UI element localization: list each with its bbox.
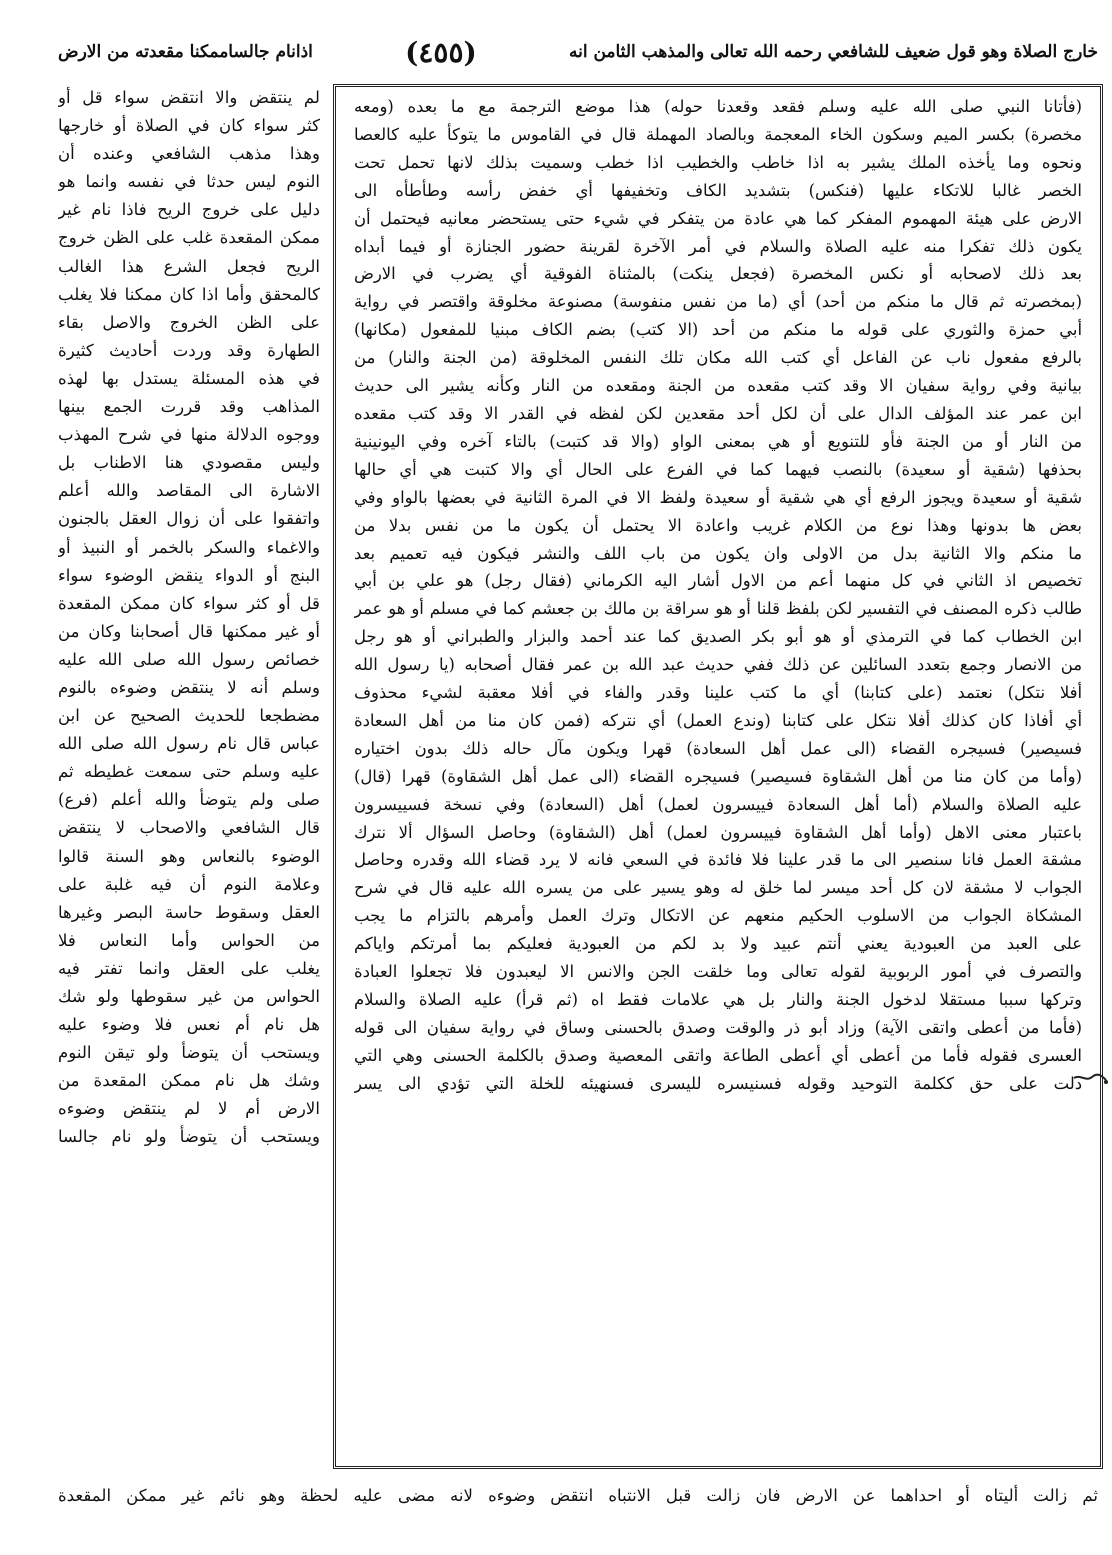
margin-text-line: مضطجعا للحديث الصحيح عن ابن [58,706,320,726]
margin-text-line: واتفقوا على أن زوال العقل بالجنون [58,509,320,529]
margin-text-line: كثر سواء كان في الصلاة أو خارجها [58,116,320,136]
main-text-line: من الانصار وجمع بتعدد السائلين عن ذلك ففي حديث عبد الله بن عمر فقال أصحابه (يا رسول الله [354,655,1082,675]
page-header [58,32,1098,72]
margin-text-line: الريح فجعل الشرع هذا الغالب [58,256,320,276]
main-text-line: ونحوه وما يأخذه الملك يشير به اذا خاطب والخطيب اذا خطب وسميت بذلك لانها تحمل تحت [354,152,1082,172]
margin-text-line: ويستحب أن يتوضأ ولو تيقن النوم [58,1043,320,1063]
main-text-line: طالب ذكره المصنف في التفسير لكن بلفظ قلنا أو هو سراقة بن مالك بن جعشم كما في مسلم أو هو عمر [354,599,1082,619]
main-text-line: بيانية وفي رواية سفيان الا وقد كتب مقعده من الجنة ومقعده من النار وكأنه يشير الى حديث [354,376,1082,396]
main-text-line: بعد ذلك لاصحابه أو نكس المخصرة (فجعل ينكت) بالمثناة الفوقية أي يضرب في الارض [354,264,1082,284]
main-text-line: عليه الصلاة والسلام (أما أهل السعادة فييسرون لعمل) أهل (السعادة) وفي نسخة فسييسرون [354,794,1082,814]
main-text-line: من النار أو من الجنة فأو للتنويع أو هي بمعنى الواو (والا قد كتبت) بالتاء آخره وفي اليونينية [354,431,1082,451]
bottom-continuation-line: ثم زالت أليتاه أو احداهما عن الارض فان زالت قبل الانتباه انتقض وضوءه لانه مضى عليه لحظة وهو نائم غير ممكن المقعدة [58,1486,1098,1505]
margin-text-line: والاغماء والسكر بالخمر أو النبيذ أو [58,537,320,557]
margin-text-line: الوضوء بالنعاس وهو السنة قالوا [58,846,320,866]
main-text-line: بعض ها بدونها وهذا نوع من الكلام غريب واعادة الا يحتمل أن يكون ما من نفس بدلا من [354,515,1082,535]
margin-text-line: قل أو كثر سواء كان ممكن المقعدة [58,593,320,613]
margin-text-line: دليل على خروج الريح فاذا نام غير [58,200,320,220]
main-text-line: الخصر غالبا للاتكاء عليها (فنكس) بتشديد الكاف وتخفيفها أي خفض رأسه وطأطأه الى [354,180,1082,200]
margin-text-line: الحواس من غير سقوطها ولو شك [58,987,320,1006]
main-text-line: على العبد من العبودية يعني أنتم عبيد ولا بد لكم من العبودية فعليكم بما أمرتكم واياكم [354,934,1082,954]
margin-text-line: الطهارة وقد وردت أحاديث كثيرة [58,340,320,360]
main-text-line: ما منكم والا الثانية بدل من الاولى وان يكون من باب اللف والنشر فيكون فيه تعميم بعد [354,543,1082,563]
margin-commentary-column [58,84,320,1484]
main-text-line: (فأتانا النبي صلى الله عليه وسلم فقعد وقعدنا حوله) هذا موضع الترجمة مع ما بعده (ومعه [354,97,1082,116]
header-margin-title: اذانام جالساممكنا مقعدته من الارض [58,42,313,62]
main-text-line: (بمخصرته ثم قال ما منكم من أحد) أي (ما من نفس منفوسة) مصنوعة مخلوقة واقتصر في رواية [354,292,1082,312]
main-text-line: أي أفاذا كان كذلك أفلا نتكل على كتابنا (وندع العمل) أي نتركه (فمن كان منا من أهل السعادة [354,710,1082,730]
margin-text-line: عليه وسلم حتى سمعت غطيطه ثم [58,762,320,782]
margin-text-line: عباس قال نام رسول الله صلى الله [58,734,320,754]
main-text-line: مخصرة) بكسر الميم وسكون الخاء المعجمة وبالصاد المهملة قال في القاموس ما يتوكأ عليه كالعصا [354,124,1082,144]
main-text-line: شقية أو سعيدة ويجوز الرفع أي هي شقية أو سعيدة ولفظ الا في المرة الثانية في بعضها بالواو وفي [354,487,1082,507]
margin-text-line: في هذه المسئلة يستدل بها لهذه [58,368,320,388]
margin-ink-mark [1072,1068,1110,1088]
margin-text-line: ممكن المقعدة غلب على الظن خروج [58,228,320,248]
margin-text-line: قال الشافعي والاصحاب لا ينتقض [58,818,320,838]
main-text-line: أفلا نتكل) نعتمد (على كتابنا) أي ما كتب علينا وقدر والفاء في أفلا معقبة لشيء محذوف [354,683,1082,703]
margin-text-line: ووجوه الدلالة منها في شرح المهذب [58,425,320,445]
margin-text-line: هل نام أم نعس فلا وضوء عليه [58,1015,320,1035]
margin-text-line: وشك هل نام ممكن المقعدة من [58,1071,320,1091]
main-text-line: الجواب لا مشقة لان كل أحد ميسر لما خلق له وهو يسير على من يسره الله عليه قال في شرح [354,878,1082,898]
margin-text-line: الاشارة الى المقاصد والله أعلم [58,481,320,501]
main-commentary-frame [333,84,1103,1469]
main-text-line: بحذفها (شقية أو سعيدة) بالنصب فيهما كما في الفرع على الحال أي والا كتبت هي أي حالها [354,459,1082,479]
main-text-line: العسرى فقوله فأما من أعطى أي أعطى الطاعة واتقى المعصية وصدق بالكلمة الحسنى وهي التي [354,1045,1082,1065]
main-text-line: (فأما من أعطى واتقى الآية) وزاد أبو ذر والوقت وصدق بالحسنى وساق في رواية سفيان الى قوله [354,1017,1082,1037]
margin-text-line: البنج أو الدواء ينقض الوضوء سواء [58,565,320,585]
main-text-line: مشقة العمل فانا سنصير الى ما قدر علينا فلا فائدة في السعي فانه لا يرد قضاء الله وقدره وحاصل [354,850,1082,870]
main-text-line: بالرفع مفعول ناب عن الفاعل أي كتب الله مكان تلك النفس المخلوقة (من الجنة والنار) من [354,348,1082,368]
margin-text-line: يغلب على العقل وانما تفتر فيه [58,958,320,978]
main-text-line: (وأما من كان منا من أهل الشقاوة فسيصير) فسيجره القضاء (الى عمل أهل الشقاوة) قهرا (قال) [354,766,1082,786]
margin-text-line: وعلامة النوم أن فيه غلبة على [58,874,320,894]
main-text-line: وتركها سببا مستقلا لدخول الجنة والنار بل هي علامات فقط اه (ثم قرأ) عليه الصلاة والسلام [354,990,1082,1009]
margin-text-line: كالمحقق وأما اذا كان ممكنا فلا يغلب [58,284,320,304]
margin-text-line: على الظن الخروج والاصل بقاء [58,312,320,332]
main-text-line: والتصرف في أمور الربوبية لقوله تعالى وما خلقت الجن والانس الا ليعبدون فلا تجعلوا العبادة [354,962,1082,982]
margin-text-line: لم ينتقض والا انتقض سواء قل أو [58,88,320,107]
main-text-line: فسيصير) فسيجره القضاء (الى عمل أهل السعادة) قهرا ويكون مآل حاله ذلك بدون اختياره [354,738,1082,758]
margin-text-line: المذاهب وقد قررت الجمع بينها [58,397,320,417]
main-text-line: الارض على هيئة المهموم المفكر كما هي عادة من يتفكر في شيء حتى يستحضر معانيه فيحتمل أن [354,208,1082,228]
main-text-line: المشكاة الجواب من الاسلوب الحكيم منعهم عن الاتكال وترك العمل وأمرهم بالتزام ما يجب [354,906,1082,926]
main-text-line: ابن عمر عند المؤلف الدال على أن لكل أحد مقعدين لكن لفظه في القدر الا وقد كتب مقعده [354,403,1082,423]
margin-text-line: الارض أم لا لم ينتقض وضوءه [58,1099,320,1119]
main-text-line: أبي حمزة والثوري على قوله ما منكم من أحد (الا كتب) بضم الكاف مبنيا للمفعول (مكانها) [354,320,1082,340]
main-text-line: تخصيص اذ الثاني في كل منهما أعم من الاول أشار اليه الكرماني (فقال رجل) هو علي بن أبي [354,571,1082,591]
header-running-title: خارج الصلاة وهو قول ضعيف للشافعي رحمه الله تعالى والمذهب الثامن انه [568,42,1098,62]
margin-text-line: خصائص رسول الله صلى الله عليه [58,649,320,669]
margin-text-line: وسلم أنه لا ينتقض وضوءه بالنوم [58,677,320,697]
margin-text-line: وليس مقصودي هنا الاطناب بل [58,453,320,473]
margin-text-line: من الحواس وأما النعاس فلا [58,930,320,950]
main-text-line: باعتبار معنى الاهل (وأما أهل الشقاوة فييسرون لعمل) أهل (الشقاوة) وحاصل السؤال ألا نترك [354,822,1082,842]
main-text-line: ابن الخطاب كما في الترمذي أو هو أبو بكر الصديق كما عند أحمد والبزار والطبراني أو هو رجل [354,627,1082,647]
main-text-line: يكون ذلك تفكرا منه عليه الصلاة والسلام في أمر الآخرة لقرينة حضور الجنازة أو فيما أبداه [354,236,1082,256]
margin-text-line: صلى ولم يتوضأ والله أعلم (فرع) [58,790,320,810]
margin-text-line: أو غير ممكنها قال أصحابنا وكان من [58,621,320,641]
page-number: (٤٥٥) [405,35,477,69]
margin-text-line: العقل وسقوط حاسة البصر وغيرها [58,902,320,922]
margin-text-line: النوم ليس حدثا في نفسه وانما هو [58,172,320,192]
margin-text-line: ويستحب أن يتوضأ ولو نام جالسا [58,1127,320,1147]
main-text-line: دلت على حق ككلمة التوحيد وقوله فسنيسره لليسرى فسنهيئه للخلة التي تؤدي الى يسر [354,1073,1082,1093]
margin-text-line: وهذا مذهب الشافعي وعنده أن [58,144,320,164]
